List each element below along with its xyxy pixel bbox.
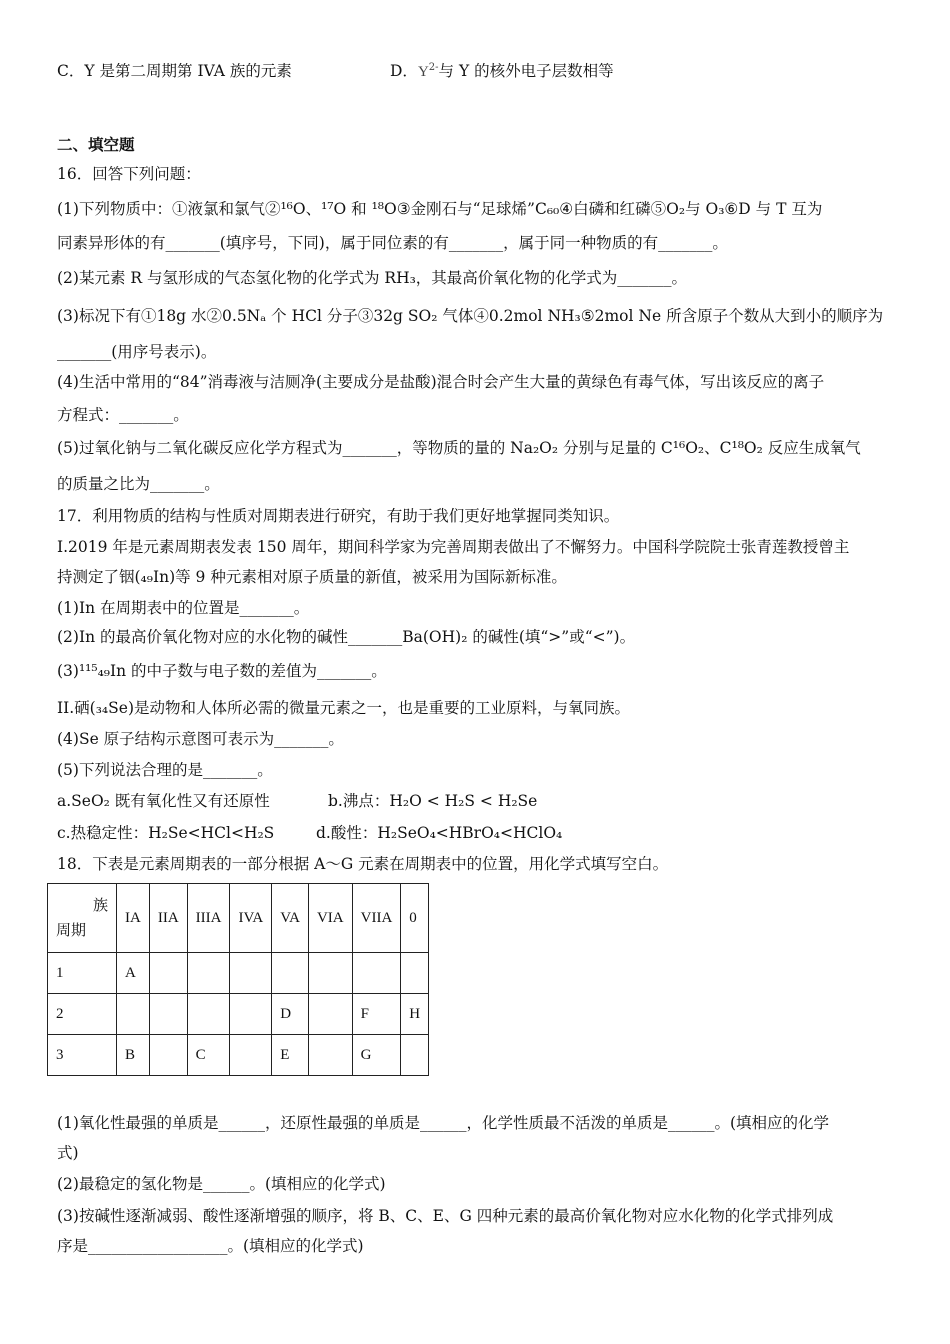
q18-question3-line1: (3)按碱性逐渐减弱、酸性逐渐增强的顺序，将 B、C、E、G 四种元素的最高价氧化物对应水化物的化学式排列成 [57, 1207, 834, 1225]
table-cell [187, 953, 230, 994]
option-c: C．Y 是第二周期第 IVA 族的元素 [57, 62, 292, 80]
table-cell [230, 994, 272, 1035]
group-header: IVA [230, 884, 272, 953]
table-cell: C [187, 1035, 230, 1076]
table-cell [117, 994, 150, 1035]
table-row [48, 994, 429, 1035]
q17-option-a: a.SeO₂ 既有氧化性又有还原性 [57, 792, 270, 810]
q16-part5-line1: (5)过氧化钠与二氧化碳反应化学方程式为_______，等物质的量的 Na₂O₂ 分别与足量的 C¹⁶O₂、C¹⁸O₂ 反应生成氧气 [57, 439, 861, 457]
table-cell [230, 1035, 272, 1076]
period-label: 2 [48, 994, 117, 1035]
q17-option-c: c.热稳定性：H₂Se<HCl<H₂S [57, 824, 275, 842]
q16-stem: 16．回答下列问题： [57, 165, 201, 183]
q17-question3: (3)¹¹⁵₄₉In 的中子数与电子数的差值为_______。 [57, 662, 387, 680]
table-cell: F [352, 994, 401, 1035]
group-header: VA [272, 884, 309, 953]
table-cell [308, 1035, 352, 1076]
table-row [48, 953, 429, 994]
table-corner-cell [48, 884, 117, 953]
table-cell [187, 994, 230, 1035]
q16-part3-line1: (3)标况下有①18g 水②0.5Nₐ 个 HCl 分子③32g SO₂ 气体④0.2mol NH₃⑤2mol Ne 所含原子个数从大到小的顺序为 [57, 307, 884, 325]
table-cell [272, 953, 309, 994]
period-label: 3 [48, 1035, 117, 1076]
periodic-table [47, 883, 429, 1076]
q18-question1-line2: 式) [57, 1144, 79, 1162]
q18-stem: 18．下表是元素周期表的一部分根据 A～G 元素在周期表中的位置，用化学式填写空白。 [57, 855, 669, 873]
group-header: 0 [401, 884, 429, 953]
q17-part1-line1: I.2019 年是元素周期表发表 150 周年，期间科学家为完善周期表做出了不懈努力。中国科学院院士张青莲教授曾主 [57, 538, 850, 556]
q17-question5: (5)下列说法合理的是_______。 [57, 761, 273, 779]
q17-question1: (1)In 在周期表中的位置是_______。 [57, 599, 310, 617]
table-cell: D [272, 994, 309, 1035]
group-header: IIIA [187, 884, 230, 953]
q16-part4-line2: 方程式：_______。 [57, 406, 189, 424]
q17-option-b: b.沸点：H₂O < H₂S < H₂Se [328, 792, 538, 810]
table-cell [308, 953, 352, 994]
table-cell [308, 994, 352, 1035]
option-d: D．$Y^{2-}$与 Y 的核外电子层数相等 [390, 61, 614, 80]
table-cell: E [272, 1035, 309, 1076]
table-cell [401, 953, 429, 994]
table-header-row [48, 884, 429, 953]
table-row [48, 1035, 429, 1076]
q17-stem: 17．利用物质的结构与性质对周期表进行研究，有助于我们更好地掌握同类知识。 [57, 507, 620, 525]
q18-question2: (2)最稳定的氢化物是______。(填相应的化学式) [57, 1175, 386, 1193]
q17-part1-line2: 持测定了铟(₄₉In)等 9 种元素相对原子质量的新值，被采用为国际新标准。 [57, 568, 567, 586]
table-cell [149, 1035, 187, 1076]
q16-part3-line2: _______(用序号表示)。 [57, 343, 217, 361]
table-cell: B [117, 1035, 150, 1076]
q17-part2: II.硒(₃₄Se)是动物和人体所必需的微量元素之一，也是重要的工业原料，与氧同族。 [57, 699, 630, 717]
group-header: IIA [149, 884, 187, 953]
section-title: 二、填空题 [57, 135, 135, 154]
q17-option-d: d.酸性：H₂SeO₄<HBrO₄<HClO₄ [316, 824, 563, 842]
table-cell [352, 953, 401, 994]
table-cell [149, 994, 187, 1035]
q16-part4-line1: (4)生活中常用的“84”消毒液与洁厕净(主要成分是盐酸)混合时会产生大量的黄绿色有毒气体，写出该反应的离子 [57, 373, 825, 391]
corner-group-label: 族 [92, 898, 108, 914]
table-cell: H [401, 994, 429, 1035]
q16-part5-line2: 的质量之比为_______。 [57, 475, 220, 493]
group-header: IA [117, 884, 150, 953]
table-cell: G [352, 1035, 401, 1076]
table-cell: A [117, 953, 150, 994]
q16-part2: (2)某元素 R 与氢形成的气态氢化物的化学式为 RH₃，其最高价氧化物的化学式为_______。 [57, 269, 688, 287]
group-header: VIIA [352, 884, 401, 953]
table-cell [401, 1035, 429, 1076]
group-header: VIA [308, 884, 352, 953]
q16-part1-line2: 同素异形体的有_______(填序号，下同)，属于同位素的有_______，属于同一种物质的有_______。 [57, 234, 728, 252]
table-cell [230, 953, 272, 994]
q17-question4: (4)Se 原子结构示意图可表示为_______。 [57, 730, 344, 748]
table-cell [149, 953, 187, 994]
corner-period-label: 周期 [56, 923, 87, 939]
q18-question1-line1: (1)氧化性最强的单质是______，还原性最强的单质是______，化学性质最不活泼的单质是______。(填相应的化学 [57, 1114, 830, 1132]
q17-question2: (2)In 的最高价氧化物对应的水化物的碱性_______Ba(OH)₂ 的碱性(填“>”或“<”)。 [57, 628, 636, 646]
q18-question3-line2: 序是__________________。(填相应的化学式) [57, 1237, 364, 1255]
period-label: 1 [48, 953, 117, 994]
q16-part1-line1: (1)下列物质中：①液氯和氯气②¹⁶O、¹⁷O 和 ¹⁸O③金刚石与“足球烯”C₆₀④白磷和红磷⑤O₂与 O₃⑥D 与 T 互为 [57, 200, 823, 218]
